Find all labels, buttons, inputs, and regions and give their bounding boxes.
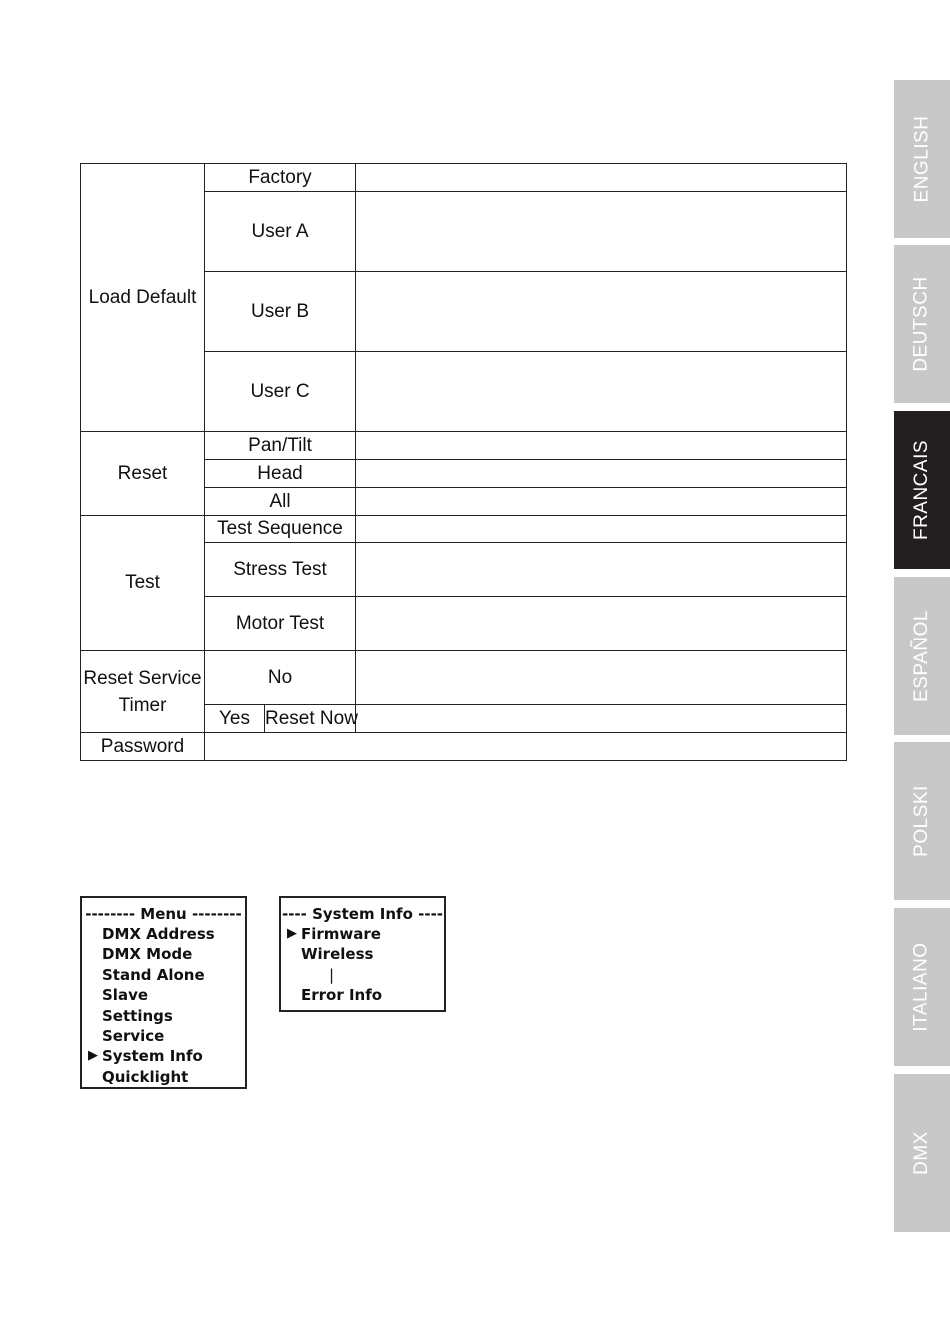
table-row xyxy=(81,651,847,705)
menu-item-dmx-mode[interactable]: DMX Mode xyxy=(102,945,193,964)
option-all: All xyxy=(205,488,356,516)
sysinfo-item-error-info[interactable]: Error Info xyxy=(301,986,383,1005)
cursor-arrow-icon: ▶ xyxy=(88,1048,98,1064)
group-reset: Reset xyxy=(81,432,205,516)
group-reset-service-timer: Reset Service Timer xyxy=(81,651,205,733)
option-factory: Factory xyxy=(205,164,356,192)
tab-dmx[interactable]: DMX xyxy=(894,1074,950,1232)
tab-italiano[interactable]: ITALIANO xyxy=(894,908,950,1066)
table-row xyxy=(81,432,847,460)
option-description xyxy=(356,460,847,488)
system-info-header: ---- System Info ---- xyxy=(281,905,444,923)
group-test: Test xyxy=(81,516,205,651)
option-description xyxy=(356,543,847,597)
option-description xyxy=(356,516,847,543)
table-row xyxy=(81,164,847,192)
tab-english[interactable]: ENGLISH xyxy=(894,80,950,238)
option-description xyxy=(356,488,847,516)
option-description xyxy=(356,352,847,432)
tab-francais[interactable]: FRANCAIS xyxy=(894,411,950,569)
service-settings-table xyxy=(80,163,847,761)
menu-item-system-info[interactable]: ▶ System Info xyxy=(88,1047,203,1066)
option-head: Head xyxy=(205,460,356,488)
sysinfo-item-firmware[interactable]: ▶ Firmware xyxy=(287,925,381,943)
menu-item-stand-alone[interactable]: Stand Alone xyxy=(102,965,205,984)
sysinfo-item-wireless[interactable]: Wireless xyxy=(301,945,374,964)
cursor-arrow-icon: ▶ xyxy=(287,926,297,941)
group-load-default: Load Default xyxy=(81,164,205,432)
menu-screen xyxy=(80,896,247,1089)
option-test-sequence: Test Sequence xyxy=(205,516,356,543)
sysinfo-scroll-indicator: | xyxy=(329,965,335,984)
option-user-b: User B xyxy=(205,272,356,352)
tab-espanol[interactable]: ESPAÑOL xyxy=(894,577,950,735)
option-description xyxy=(356,164,847,192)
option-description xyxy=(356,432,847,460)
tab-polski[interactable]: POLSKI xyxy=(894,742,950,900)
option-user-c: User C xyxy=(205,352,356,432)
group-password: Password xyxy=(81,733,205,761)
option-stress-test: Stress Test xyxy=(205,543,356,597)
option-motor-test: Motor Test xyxy=(205,597,356,651)
option-description xyxy=(205,733,847,761)
system-info-screen xyxy=(279,896,446,1012)
table-row xyxy=(81,733,847,761)
menu-item-service[interactable]: Service xyxy=(102,1026,165,1045)
table-row xyxy=(81,516,847,543)
menu-item-dmx-address[interactable]: DMX Address xyxy=(102,925,215,943)
option-description xyxy=(356,705,847,733)
menu-item-settings[interactable]: Settings xyxy=(102,1006,173,1025)
menu-item-slave[interactable]: Slave xyxy=(102,986,149,1005)
option-description xyxy=(356,597,847,651)
menu-item-quicklight[interactable]: Quicklight xyxy=(102,1067,189,1086)
option-description xyxy=(356,651,847,705)
option-reset-now: Reset Now xyxy=(265,705,356,733)
tab-deutsch[interactable]: DEUTSCH xyxy=(894,245,950,403)
option-pan-tilt: Pan/Tilt xyxy=(205,432,356,460)
option-no: No xyxy=(205,651,356,705)
option-description xyxy=(356,272,847,352)
menu-header: -------- Menu -------- xyxy=(85,905,242,923)
option-user-a: User A xyxy=(205,192,356,272)
option-description xyxy=(356,192,847,272)
option-yes: Yes xyxy=(205,705,265,733)
